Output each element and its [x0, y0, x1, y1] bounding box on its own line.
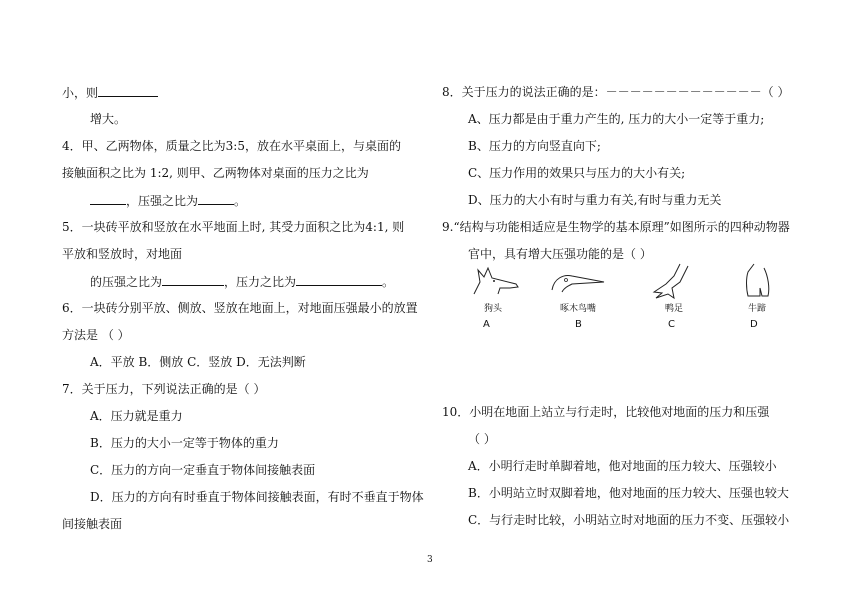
- question-5-text-end: 。: [382, 275, 395, 289]
- answer-blank: [90, 192, 126, 205]
- question-4-text-end: 。: [234, 194, 247, 208]
- figure-d-letter: D: [750, 319, 758, 330]
- question-6-line-1: 6．一块砖分别平放、侧放、竖放在地面上，对地面压强最小的放置: [62, 301, 418, 315]
- figure-b-caption: 啄木鸟嘴: [560, 304, 597, 314]
- answer-blank: [162, 273, 224, 286]
- question-10-option-a: A．小明行走时单脚着地，他对地面的压力较大、压强较小: [468, 459, 777, 473]
- q3-fragment-end: 增大。: [90, 112, 127, 126]
- figure-a-caption: 狗头: [484, 304, 503, 314]
- question-7-option-b: B．压力的大小一定等于物体的重力: [90, 436, 279, 450]
- answer-blank: [198, 192, 234, 205]
- question-10-option-c: C．与行走时比较，小明站立时对地面的压力不变、压强较小: [468, 513, 790, 527]
- question-7-option-c: C．压力的方向一定垂直于物体间接触表面: [90, 463, 316, 477]
- question-8-option-d: D、压力的大小有时与重力有关,有时与重力无关: [468, 193, 722, 207]
- question-8-line-1: 8．关于压力的说法正确的是：－－－－－－－－－－－－－（ ）: [442, 85, 790, 99]
- question-6-line-2: 方法是 （ ）: [62, 328, 130, 342]
- question-5-text-a: 的压强之比为: [90, 275, 163, 289]
- figure-d-caption: 牛蹄: [748, 304, 767, 314]
- question-4-line-3: [90, 192, 246, 209]
- question-8-option-b: B、压力的方向竖直向下;: [468, 139, 601, 153]
- answer-blank: [98, 84, 158, 97]
- question-5-line-2: 平放和竖放时，对地面: [62, 247, 183, 261]
- page-number: 3: [427, 555, 433, 565]
- question-4-line-2: 接触面积之比为 1:2, 则甲、乙两物体对桌面的压力之比为: [62, 166, 369, 180]
- question-7-option-d-cont: 间接触表面: [62, 517, 123, 531]
- question-5-line-1: 5．一块砖平放和竖放在水平地面上时, 其受力面积之比为4:1, 则: [62, 220, 405, 234]
- figure-c-caption: 鸭足: [665, 304, 684, 314]
- q3-fragment-text: 小，则: [62, 86, 99, 100]
- figure-a-letter: A: [483, 319, 490, 330]
- question-6-options: A．平放 B．侧放 C．竖放 D．无法判断: [90, 355, 306, 369]
- question-8-option-a: A、压力都是由于重力产生的, 压力的大小一定等于重力;: [468, 112, 765, 126]
- dog-head-icon: [470, 264, 522, 298]
- figure-b-letter: B: [575, 319, 582, 330]
- ox-hoof-icon: [738, 262, 778, 300]
- question-4-line-1: 4．甲、乙两物体，质量之比为3:5，放在水平桌面上，与桌面的: [62, 139, 401, 153]
- question-10-option-b: B．小明站立时双脚着地，他对地面的压力较大、压强也较大: [468, 486, 789, 500]
- question-4-text: ，压强之比为: [126, 194, 199, 208]
- question-5-line-3: [90, 273, 394, 290]
- q3-fragment-line: [62, 84, 158, 101]
- question-9-line-1: 9.“结构与功能相适应是生物学的基本原理”如图所示的四种动物器: [442, 220, 790, 234]
- question-9-line-2: 官中，具有增大压强功能的是（ ）: [468, 247, 652, 261]
- woodpecker-beak-icon: [548, 268, 608, 294]
- question-8-option-c: C、压力作用的效果只与压力的大小有关;: [468, 166, 686, 180]
- figure-c-letter: C: [668, 319, 675, 330]
- question-7-line-1: 7．关于压力，下列说法正确的是（ ）: [62, 382, 266, 396]
- question-7-option-d: D．压力的方向有时垂直于物体间接触表面，有时不垂直于物体: [90, 490, 424, 504]
- question-5-text-b: ，压力之比为: [224, 275, 297, 289]
- duck-foot-icon: [644, 262, 692, 302]
- answer-blank: [296, 273, 382, 286]
- question-10-line-2: （ ）: [468, 432, 496, 446]
- question-10-line-1: 10．小明在地面上站立与行走时，比较他对地面的压力和压强: [442, 405, 770, 419]
- question-7-option-a: A．压力就是重力: [90, 409, 183, 423]
